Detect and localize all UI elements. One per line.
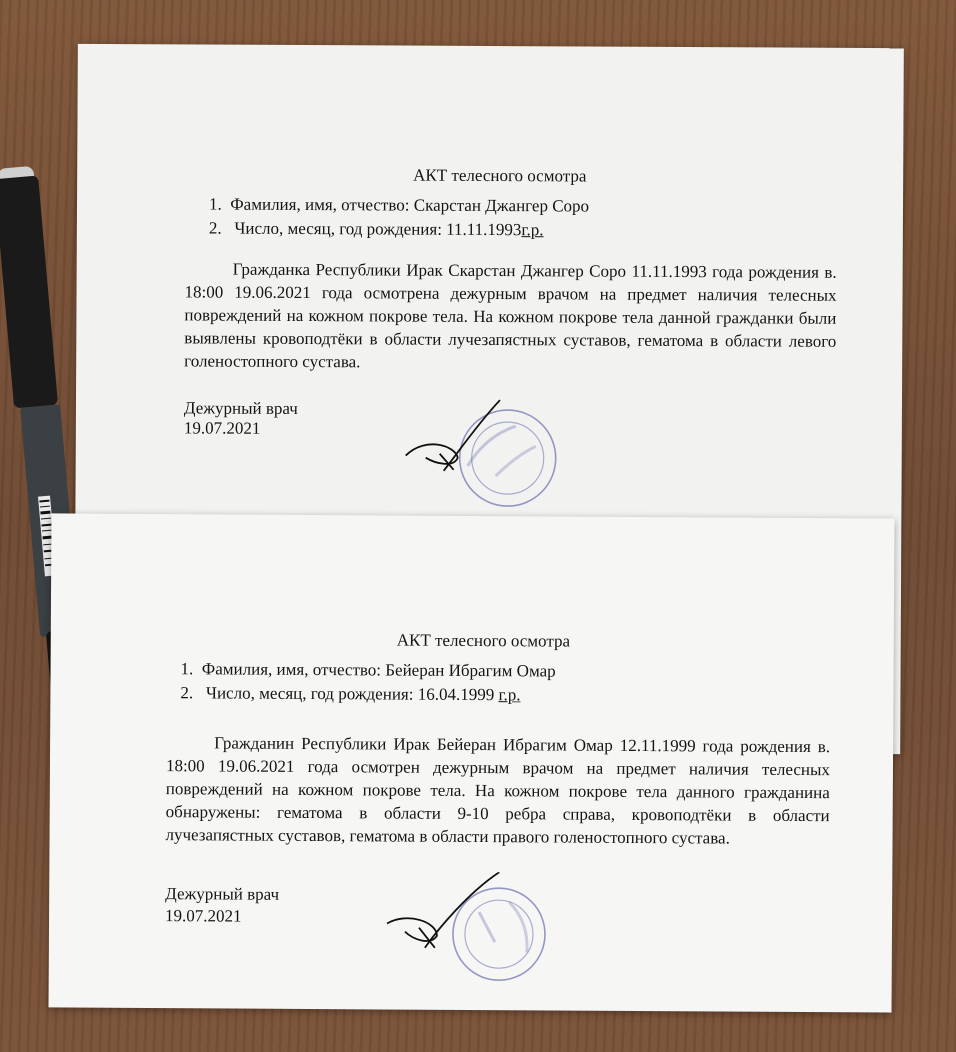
act1-paragraph <box>184 257 837 375</box>
document-sheet-2 <box>48 513 894 1012</box>
act1-date: 19.07.2021 <box>183 418 261 438</box>
act1-item-2 <box>209 217 544 242</box>
act1-title: АКТ телесного осмотра <box>413 165 587 186</box>
act2-item-2-number: 2. <box>180 683 194 703</box>
act1-item-2-number: 2. <box>208 218 222 238</box>
act2-item-2 <box>180 681 520 706</box>
act1-item-1-text: Фамилия, имя, отчество: Скарстан Джангер Соро <box>230 194 590 216</box>
act2-item-1-number: 1. <box>180 659 194 679</box>
act1-item-1 <box>209 193 589 218</box>
act2-title: АКТ телесного осмотра <box>396 630 571 651</box>
act1-item-1-number: 1. <box>208 194 222 214</box>
act1-item-2-text: Число, месяц, год рождения: 11.11.1993 <box>234 218 522 240</box>
act1-stamp-and-signature <box>395 396 576 517</box>
act2-item-1 <box>181 657 556 682</box>
act1-item-2-suffix: г.р. <box>521 220 544 240</box>
act2-signer: Дежурный врач <box>165 884 280 904</box>
act2-paragraph <box>165 731 830 850</box>
act2-paragraph-text: Гражданин Республики Ирак Бейеран Ибрагим Омар 12.11.1999 года рождения в. 18:00 19.06.2021 года осмотрен дежурным врачом на предмет наличия телесных повреждений на кожном покрове тела. На кожном покрове тела данного гражданина обнаружены: гематома в области 9-10 ребра справа, кровоподтёки в области лучезапястных суставов, гематома в области правого голеностопного сустава. <box>165 733 831 848</box>
act2-stamp-and-signature <box>379 871 560 992</box>
act2-item-1-text: Фамилия, имя, отчество: Бейеран Ибрагим Омар <box>201 659 556 681</box>
act2-date: 19.07.2021 <box>165 906 242 926</box>
act1-signer: Дежурный врач <box>183 398 298 418</box>
act2-item-2-text: Число, месяц, год рождения: 16.04.1999 <box>205 683 499 705</box>
act1-paragraph-text: Гражданка Республики Ирак Скарстан Джангер Соро 11.11.1993 года рождения в. 18:00 19.06.2021 года осмотрена дежурным врачом на предмет наличия телесных повреждений на кожном покрове тела. На кожном покрове тела данной гражданки были выявлены кровоподтёки в области лучезапястных суставов, гематома в области левого голеностопного сустава. <box>184 259 837 372</box>
act2-item-2-suffix: г.р. <box>498 685 521 705</box>
